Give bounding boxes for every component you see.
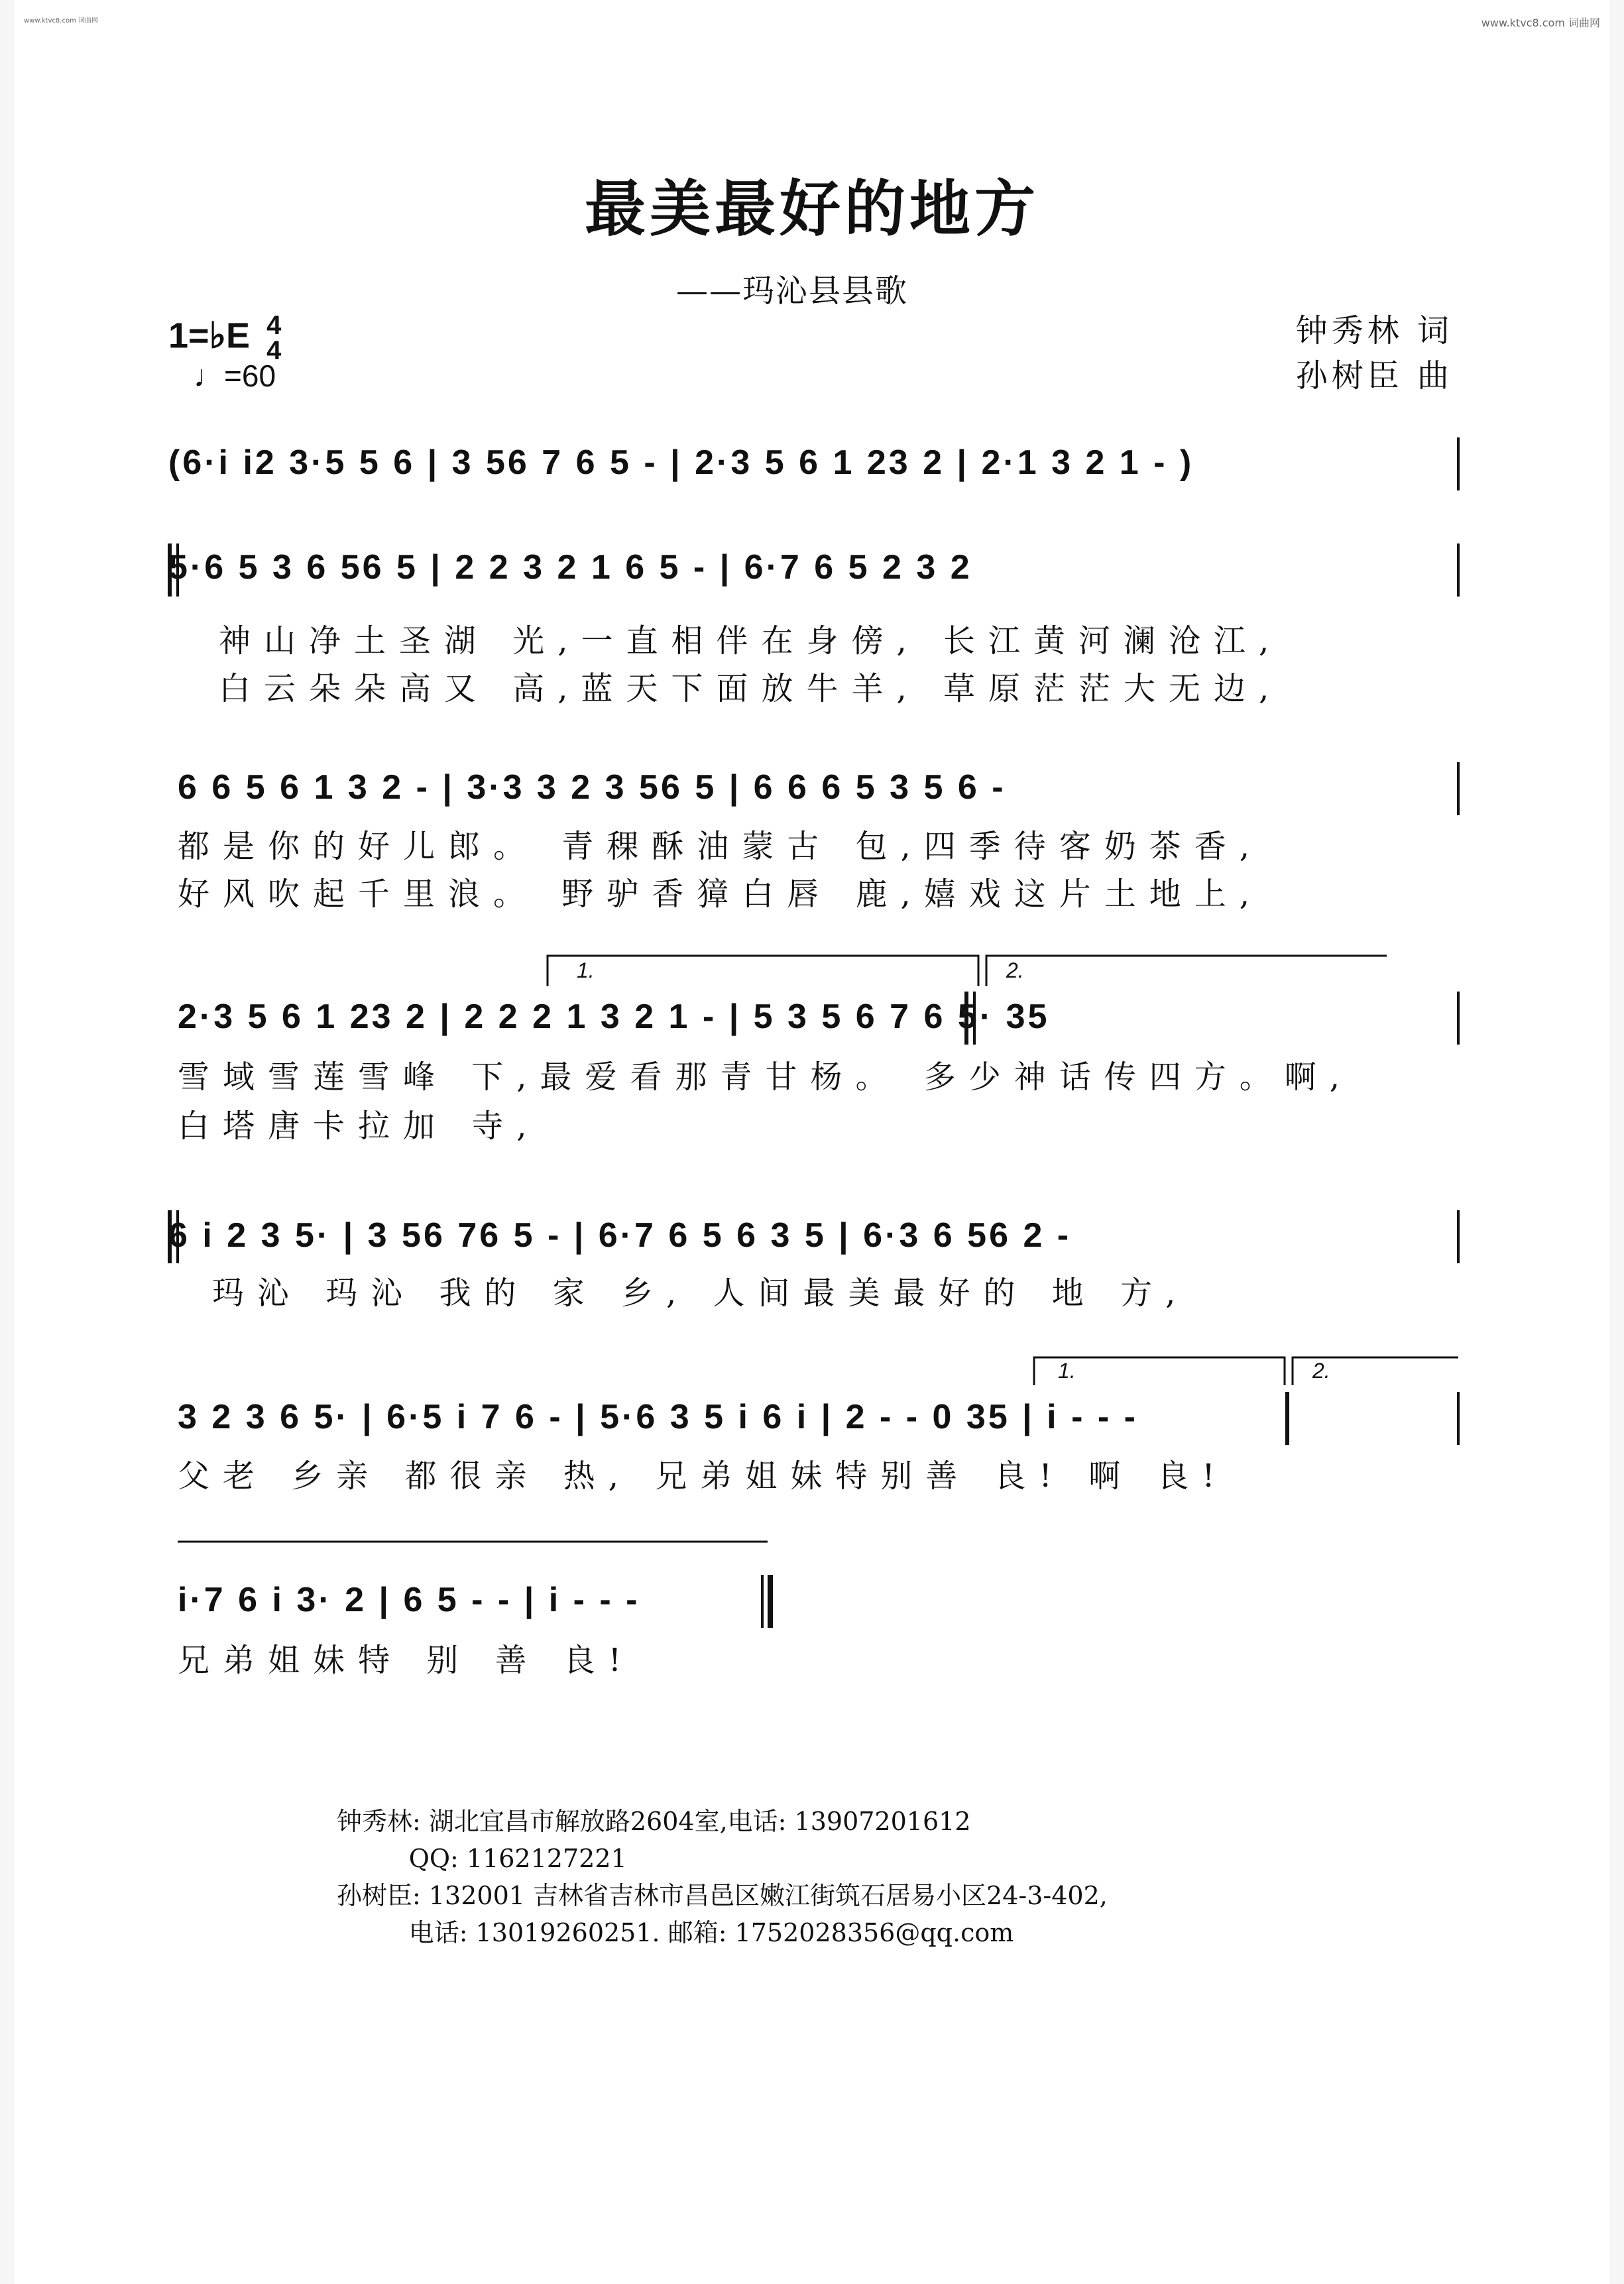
score-line-4-lyric-1: 雪域雪莲雪峰 下,最爱看那青甘杨。 多少神话传四方。啊, [178, 1058, 1354, 1096]
score-line-3-lyric-2: 好风吹起千里浪。 野驴香獐白唇 鹿,嬉戏这片土地上, [178, 876, 1263, 913]
score-line-7-lyric-1: 兄弟姐妹特 别 善 良! [178, 1642, 635, 1679]
footer-line-3: 孙树臣: 132001 吉林省吉林市昌邑区嫩江街筑石居易小区24-3-402, [337, 1881, 1108, 1910]
lyricist-credit: 钟秀林 词 [1295, 312, 1453, 349]
score-line-3-notes: 6 6 5 6 1 3 2 - | 3·3 3 2 3 56 5 | 6 6 6 5 3 5 6 - [178, 768, 1006, 807]
footer-line-4: 电话: 13019260251. 邮箱: 1752028356@qq.com [337, 1918, 1014, 1947]
corner-watermark-right: www.ktvc8.com 词曲网 [1481, 17, 1600, 29]
bar-lines [170, 437, 1458, 1628]
footer-line-1: 钟秀林: 湖北宜昌市解放路2604室,电话: 13907201612 [337, 1807, 971, 1836]
song-subtitle: ——玛沁县县歌 [676, 272, 909, 310]
score-line-7-notes: i·7 6 i 3· 2 | 6 5 - - | i - - - [178, 1581, 640, 1619]
volta-2-label-b: 2. [1312, 1359, 1330, 1383]
score-line-4-lyric-2: 白塔唐卡拉加 寺, [178, 1108, 540, 1145]
volta-brackets [178, 956, 1458, 1542]
score-line-1-notes: (6·i i2 3·5 5 6 | 3 56 7 6 5 - | 2·3 5 6 1 23 2 | 2·1 3 2 1 - ) [168, 443, 1194, 482]
score-line-2-notes: 5·6 5 3 6 56 5 | 2 2 3 2 1 6 5 - | 6·7 6 5 2 3 2 [168, 548, 972, 587]
tempo-marking: ♩=60 [194, 359, 276, 393]
score-line-3-lyric-1: 都是你的好儿郎。 青稞酥油蒙古 包,四季待客奶茶香, [178, 828, 1263, 865]
key-label: 1=♭E [168, 315, 251, 356]
corner-watermark-left: www.ktvc8.com 词曲网 [24, 17, 99, 25]
footer-line-2: QQ: 1162127221 [337, 1844, 627, 1873]
time-signature-top: 4 [266, 311, 282, 340]
song-title: 最美最好的地方 [584, 173, 1039, 245]
volta-2-label-a: 2. [1006, 958, 1024, 982]
score-line-6-notes: 3 2 3 6 5· | 6·5 i 7 6 - | 5·6 3 5 i 6 i | 2 - - 0 35 | i - - - [178, 1398, 1138, 1436]
time-signature-bottom: 4 [266, 336, 282, 365]
score-line-2-lyric-1: 神山净土圣湖 光,一直相伴在身傍, 长江黄河澜沧江, [219, 622, 1283, 659]
footer-contact [337, 1803, 1108, 1951]
score-line-5-lyric-1: 玛沁 玛沁 我的 家 乡, 人间最美最好的 地 方, [212, 1275, 1189, 1312]
volta-1-label-b: 1. [1058, 1359, 1076, 1383]
volta-1-label-a: 1. [577, 958, 595, 982]
composer-credit: 孙树臣 曲 [1295, 357, 1453, 394]
score-line-6-lyric-1: 父老 乡亲 都很亲 热, 兄弟姐妹特别善 良! 啊 良! [178, 1457, 1228, 1495]
score-line-4-notes: 2·3 5 6 1 23 2 | 2 2 2 1 3 2 1 - | 5 3 5 6 7 6 5· 35 [178, 998, 1050, 1036]
score-line-2-lyric-2: 白云朵朵高又 高,蓝天下面放牛羊, 草原茫茫大无边, [219, 670, 1283, 707]
score-line-5-notes: 6 i 2 3 5· | 3 56 76 5 - | 6·7 6 5 6 3 5 | 6·3 6 56 2 - [168, 1216, 1072, 1255]
